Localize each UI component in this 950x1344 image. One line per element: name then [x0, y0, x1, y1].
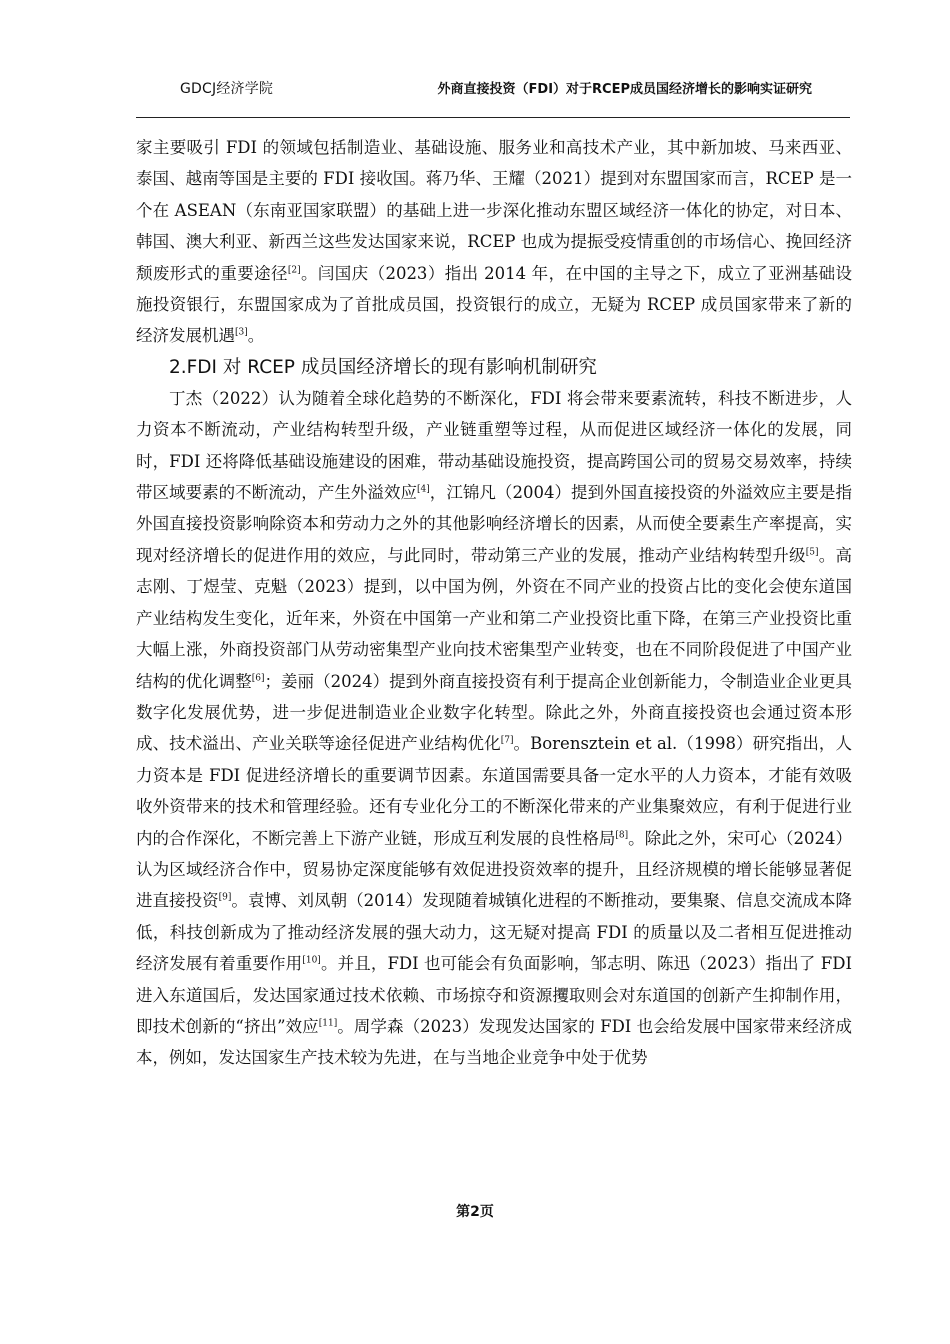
- section-heading: 2.FDI 对 RCEP 成员国经济增长的现有影响机制研究: [169, 356, 597, 378]
- paragraph-1-text: 。闫国庆（2023）指出 2014 年，在中国的主导之下，成立了亚洲基础设施投资银行，东盟国家成为了首批成员国，投资银行的成立，无疑为 RCEP 成员国家带来了新的经济发展机遇: [136, 263, 853, 346]
- page-header: [136, 76, 850, 104]
- paragraph-2-text: 。除此之外，宋可心（2024）认为区域经济合作中，贸易协定深度能够有效促进投资效率的提升，且经济规模的增长能够显著促进直接投资: [136, 828, 852, 911]
- paragraph-2-text: 。高志刚、丁煜莹、克魁（2023）提到，以中国为例，外资在不同产业的投资占比的变化会使东道国产业结构发生变化，近年来，外资在中国第一产业和第二产业投资比重下降，在第三产业投资比重大幅上涨，外商投资部门从劳动密集型产业向技术密集型产业转变，也在不同阶段促进了中国产业结构的优化调整: [136, 545, 853, 691]
- paragraph-2-text: 。袁博、刘凤朝（2014）发现随着城镇化进程的不断推动，要集聚、信息交流成本降低，科技创新成为了推动经济发展的强大动力，这无疑对提高 FDI 的质量以及二者相互促进推动经济发展有着重要作用: [136, 891, 852, 974]
- header-paper-title: 外商直接投资（FDI）对于RCEP成员国经济增长的影响实证研究: [437, 82, 812, 97]
- citation-4: [4]: [417, 484, 430, 495]
- paragraph-2-text: 。并且，FDI 也可能会有负面影响，邹志明、陈迅（2023）指出了 FDI 进入东道国后，发达国家通过技术依赖、市场掠夺和资源攫取则会对东道国的创新产生抑制作用，即技术创新的“挤出”效应: [136, 954, 853, 1036]
- citation-7: [7]: [500, 735, 514, 746]
- page-number: 第2页: [456, 1204, 494, 1220]
- citation-9: [9]: [218, 892, 232, 903]
- citation-11: [11]: [318, 1018, 338, 1029]
- paragraph-2-text: ，江锦凡（2004）提到外国直接投资的外溢效应主要是指外国直接投资影响除资本和劳动力之外的其他影响经济增长的因素，从而使全要素生产率提高，实现对经济增长的促进作用的效应，与此同时，带动第三产业的发展，推动产业结构转型升级: [136, 483, 853, 565]
- citation-5: [5]: [805, 547, 819, 558]
- paragraph-1: [136, 132, 852, 352]
- paragraph-1-text: 家主要吸引 FDI 的领域包括制造业、基础设施、服务业和高技术产业，其中新加坡、马来西亚、泰国、越南等国是主要的 FDI 接收国。蒋乃华、王耀（2021）提到对东盟国家而言，RCEP 是一个在 ASEAN（东南亚国家联盟）的基础上进一步深化推动东盟区域经济一体化的协定，对日本、韩国、澳大利亚、新西兰这些发达国家来说，RCEP 也成为提振受疫情重创的市场信心、挽回经济颓废形式的重要途径: [136, 138, 852, 283]
- paragraph-2: [136, 383, 852, 1074]
- citation-10: [10]: [302, 955, 321, 966]
- paragraph-1-text: 。: [247, 326, 265, 346]
- citation-2: [2]: [287, 265, 301, 276]
- paragraph-2-text: ；姜丽（2024）提到外商直接投资有利于提高企业创新能力，令制造业企业更具数字化发展优势，进一步促进制造业企业数字化转型。除此之外，外商直接投资也会通过资本形成、技术溢出、产业关联等途径促进产业结构优化: [136, 671, 852, 754]
- body-text: [136, 132, 852, 1074]
- paragraph-2-text: 丁杰（2022）认为随着全球化趋势的不断深化，FDI 将会带来要素流转，科技不断进步，人力资本不断流动，产业结构转型升级，产业链重塑等过程，从而促进区域经济一体化的发展，同时，FDI 还将降低基础设施建设的困难，带动基础设施投资，提高跨国公司的贸易交易效率，持续带区域要素的不断流动，产生外溢效应: [136, 388, 852, 503]
- paragraph-2-text: 。Borensztein et al.（1998）研究指出，人力资本是 FDI 促进经济增长的重要调节因素。东道国需要具备一定水平的人力资本，才能有效吸收外资带来的技术和管理经验。还有专业化分工的不断深化带来的产业集聚效应，有利于促进行业内的合作深化，不断完善上下游产业链，形成互利发展的良性格局: [136, 734, 852, 848]
- header-divider: [136, 117, 850, 118]
- paragraph-2-text: 。周学森（2023）发现发达国家的 FDI 也会给发展中国家带来经济成本，例如，发达国家生产技术较为先进，在与当地企业竞争中处于优势: [136, 1016, 852, 1068]
- citation-3: [3]: [235, 327, 248, 338]
- citation-8: [8]: [615, 830, 629, 841]
- header-institution: GDCJ经济学院: [180, 81, 274, 97]
- citation-6: [6]: [251, 673, 265, 683]
